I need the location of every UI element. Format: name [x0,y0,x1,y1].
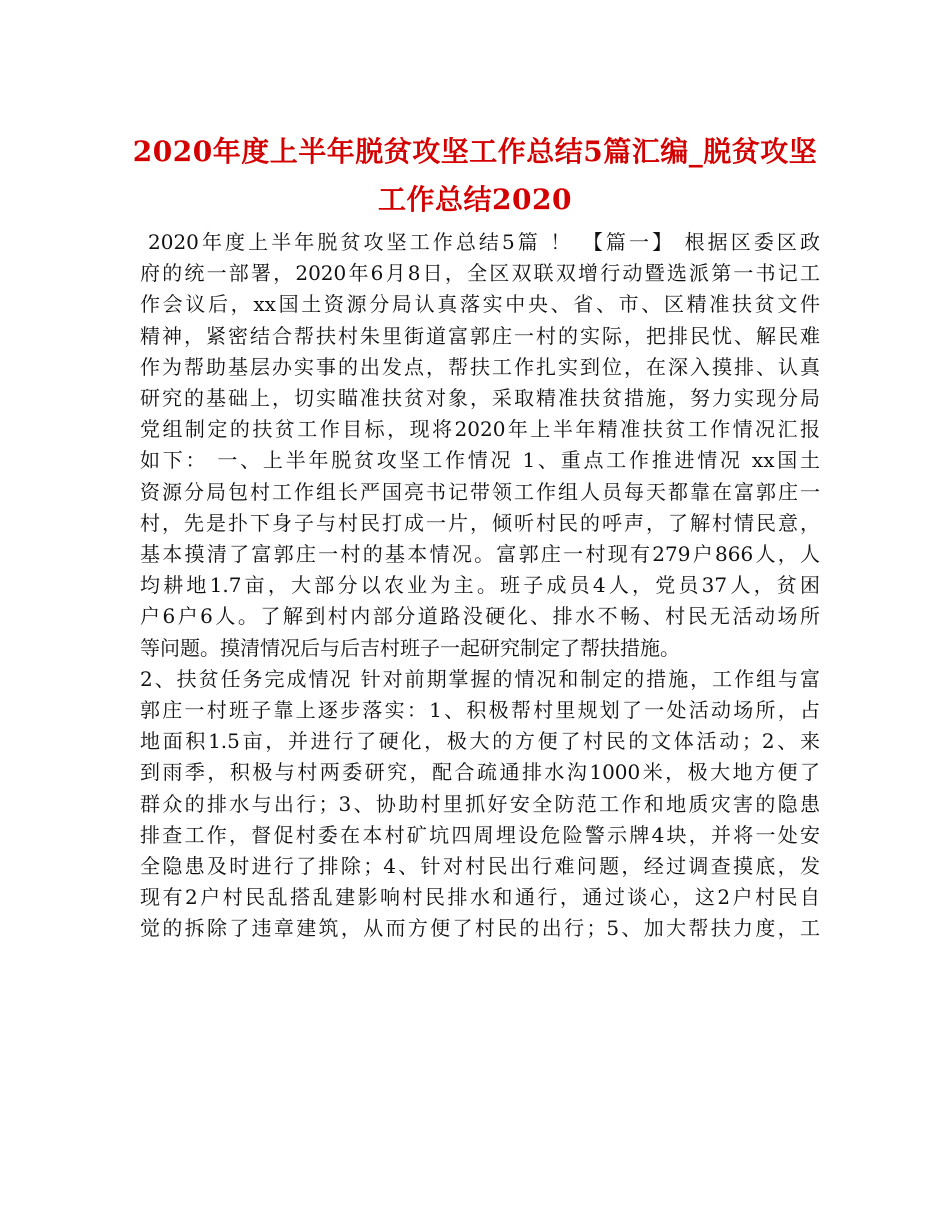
body-line: 基本摸清了富郭庄一村的基本情况。富郭庄一村现有279户866人，人 [140,542,820,567]
body-line: 党组制定的扶贫工作目标，现将2020年上半年精准扶贫工作情况汇报 [140,417,820,442]
body-line: 作会议后，xx国土资源分局认真落实中央、省、市、区精准扶贫文件 [140,292,820,317]
body-line: 户6户6人。了解到村内部分道路没硬化、排水不畅、村民无活动场所 [140,604,820,629]
body-line: 郭庄一村班子靠上逐步落实：1、积极帮村里规划了一处活动场所，占 [140,698,820,723]
body-line: 均耕地1.7亩，大部分以农业为主。班子成员4人，党员37人，贫困 [140,573,820,598]
body-line: 精神，紧密结合帮扶村朱里街道富郭庄一村的实际，把排民忧、解民难 [140,323,820,348]
body-line: 等问题。摸清情况后与后吉村班子一起研究制定了帮扶措施。 [140,635,680,660]
body-line: 府的统一部署，2020年6月8日，全区双联双增行动暨选派第一书记工 [140,261,820,286]
body-line: 全隐患及时进行了排除；4、针对村民出行难问题，经过调查摸底，发 [140,854,820,879]
body-line: 2、扶贫任务完成情况 针对前期掌握的情况和制定的措施，工作组与富 [140,666,820,691]
body-line: 村，先是扑下身子与村民打成一片，倾听村民的呼声，了解村情民意， [140,510,820,535]
body-line: 排查工作，督促村委在本村矿坑四周埋设危险警示牌4块，并将一处安 [140,822,820,847]
body-line: 觉的拆除了违章建筑，从而方便了村民的出行；5、加大帮扶力度，工 [140,916,820,941]
body-line: 研究的基础上，切实瞄准扶贫对象，采取精准扶贫措施，努力实现分局 [140,386,820,411]
document-title [120,128,830,224]
body-line: 地面积1.5亩，并进行了硬化，极大的方便了村民的文体活动；2、来 [140,729,820,754]
title-line-2: 工作总结2020 [378,183,572,216]
title-line-1: 2020年度上半年脱贫攻坚工作总结5篇汇编_脱贫攻坚 [132,135,818,168]
body-line: 2020年度上半年脱贫攻坚工作总结5篇 ！ 【篇一】 根据区委区政 [148,230,820,254]
body-line: 资源分局包村工作组长严国亮书记带领工作组人员每天都靠在富郭庄一 [140,479,820,504]
document-body [140,227,820,945]
body-line: 现有2户村民乱搭乱建影响村民排水和通行，通过谈心，这2户村民自 [140,885,820,910]
body-line: 群众的排水与出行；3、协助村里抓好安全防范工作和地质灾害的隐患 [140,791,820,816]
body-line: 作为帮助基层办实事的出发点，帮扶工作扎实到位，在深入摸排、认真 [140,354,820,379]
body-line: 到雨季，积极与村两委研究，配合疏通排水沟1000米，极大地方便了 [140,760,820,785]
body-line: 如下： 一、上半年脱贫攻坚工作情况 1、重点工作推进情况 xx国土 [140,448,820,473]
